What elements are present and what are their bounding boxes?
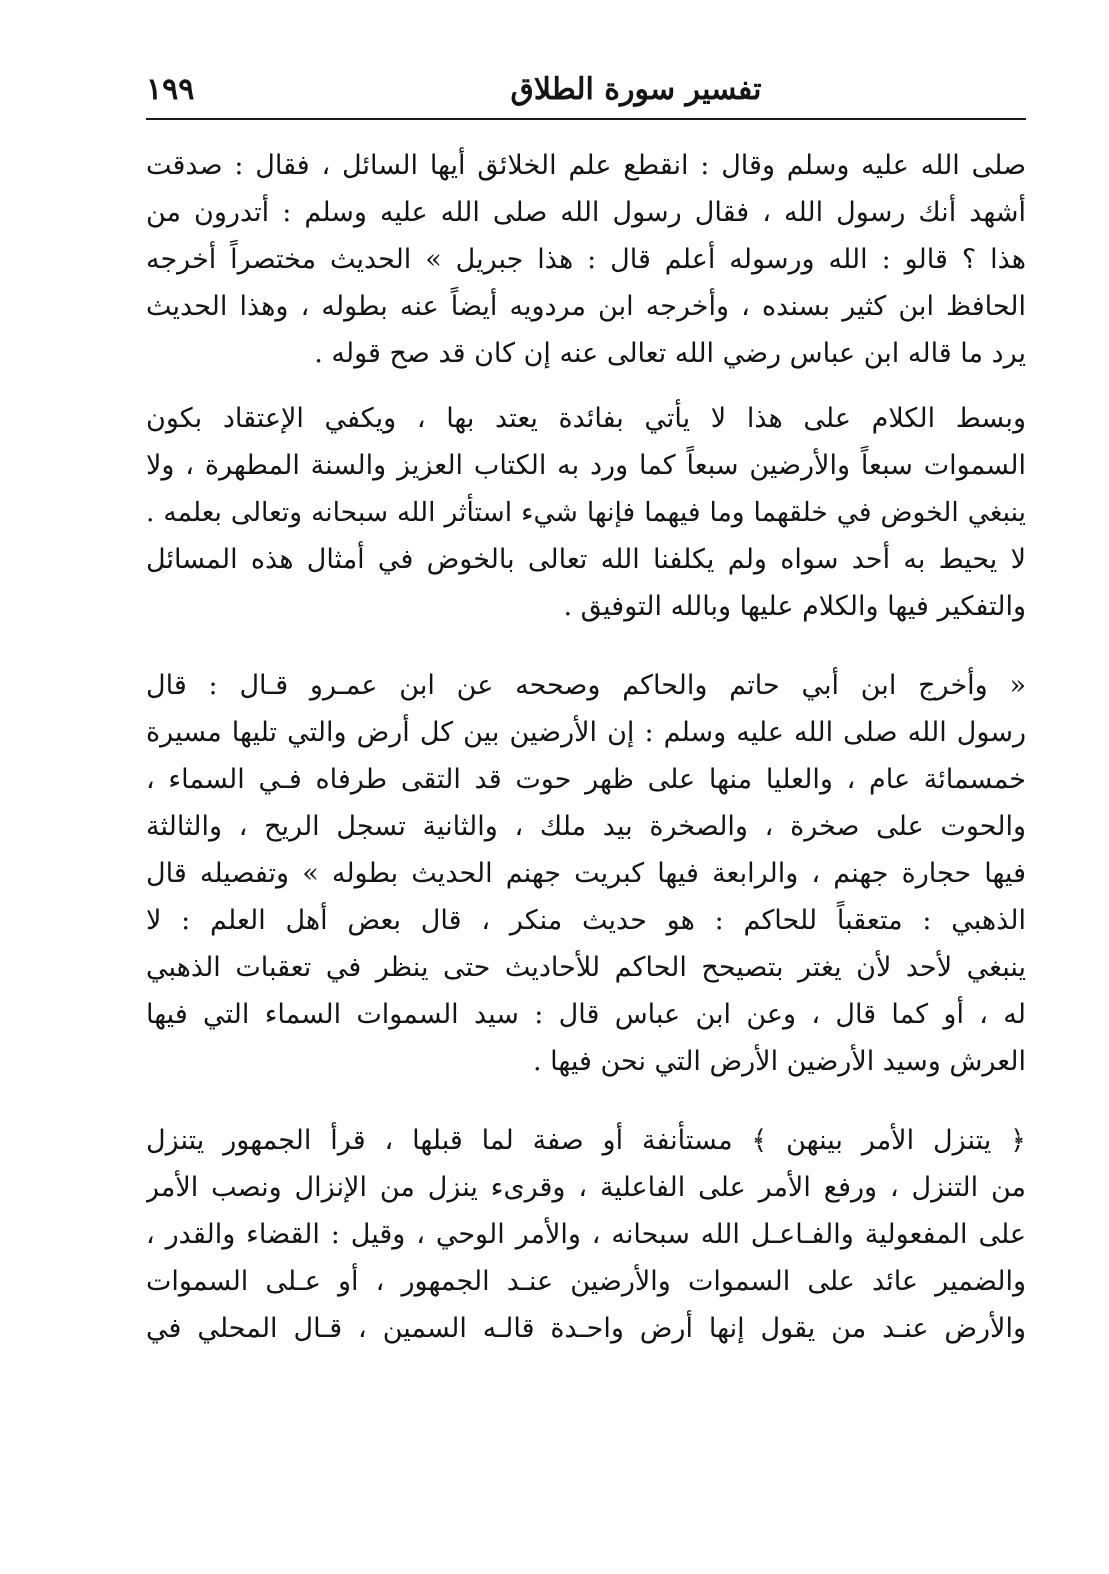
text-line: ﴿ يتنزل الأمر بينهن ﴾ مستأنفة أو صفة لما قبلها ، قرأ الجمهور يتنزل (146, 1125, 1026, 1156)
text-line: أشهد أنك رسول الله ، فقال رسول الله صلى الله عليه وسلم : أتدرون من (146, 197, 1026, 228)
text-line: الحافظ ابن كثير بسنده ، وأخرجه ابن مردويه أيضاً عنه بطوله ، وهذا الحديث (146, 291, 1026, 322)
text-line: والأرض عنـد من يقول إنها أرض واحـدة قالـه السمين ، قـال المحلي في (146, 1313, 1026, 1344)
text-line: يرد ما قاله ابن عباس رضي الله تعالى عنه إن كان قد صح قوله . (314, 338, 1026, 369)
page-header (146, 66, 1026, 114)
text-line: والتفكير فيها والكلام عليها وبالله التوفيق . (563, 591, 1026, 622)
text-line: رسول الله صلى الله عليه وسلم : إن الأرضين بين كل أرض والتي تليها مسيرة (146, 717, 1026, 748)
paragraph-2 (146, 395, 1026, 630)
text-line: العرش وسيد الأرضين الأرض التي نحن فيها . (532, 1046, 1026, 1077)
text-line: على المفعولية والفـاعـل الله سبحانه ، والأمر الوحي ، وقيل : القضاء والقدر ، (146, 1219, 1026, 1250)
text-line: لا يحيط به أحد سواه ولم يكلفنا الله تعالى بالخوض في أمثال هذه المسائل (146, 544, 1026, 575)
text-line: فيها حجارة جهنم ، والرابعة فيها كبريت جهنم الحديث بطوله » وتفصيله قال (146, 858, 1026, 889)
text-line: والحوت على صخرة ، والصخرة بيد ملك ، والثانية تسجل الريح ، والثالثة (146, 811, 1026, 842)
text-line: السموات سبعاً والأرضين سبعاً كما ورد به الكتاب العزيز والسنة المطهرة ، ولا (146, 450, 1026, 481)
paragraph-1 (146, 142, 1026, 377)
text-line: « وأخرج ابن أبي حاتم والحاكم وصححه عن ابن عمـرو قـال : قال (146, 670, 1026, 701)
text-line: خمسمائة عام ، والعليا منها على ظهر حوت قد التقى طرفاه فـي السماء ، (146, 764, 1026, 795)
header-rule (146, 118, 1026, 120)
text-line: ينبغي الخوض في خلقهما وما فيهما فإنها شيء استأثر الله سبحانه وتعالى بعلمه . (146, 497, 1026, 528)
paragraph-4 (146, 1117, 1026, 1352)
text-line: وبسط الكلام على هذا لا يأتي بفائدة يعتد بها ، ويكفي الإعتقاد بكون (146, 403, 1026, 434)
text-line: هذا ؟ قالو : الله ورسوله أعلم قال : هذا جبريل » الحديث مختصراً أخرجه (146, 244, 1026, 275)
text-line: الذهبي : متعقباً للحاكم : هو حديث منكر ، قال بعض أهل العلم : لا (146, 905, 1026, 936)
text-line: صلى الله عليه وسلم وقال : انقطع علم الخلائق أيها السائل ، فقال : صدقت (146, 150, 1026, 181)
paragraph-3 (146, 662, 1026, 1085)
running-title: تفسير سورة الطلاق (510, 72, 762, 107)
page-number: ١٩٩ (146, 72, 195, 107)
body-text (146, 142, 1026, 1352)
text-line: له ، أو كما قال ، وعن ابن عباس قال : سيد السموات السماء التي فيها (146, 999, 1026, 1030)
text-line: والضمير عائد على السموات والأرضين عنـد الجمهور ، أو عـلى السموات (146, 1266, 1026, 1297)
text-line: من التنزل ، ورفع الأمر على الفاعلية ، وقرىء ينزل من الإنزال ونصب الأمر (146, 1172, 1026, 1203)
text-line: ينبغي لأحد لأن يغتر بتصيحح الحاكم للأحاديث حتى ينظر في تعقبات الذهبي (146, 952, 1026, 983)
